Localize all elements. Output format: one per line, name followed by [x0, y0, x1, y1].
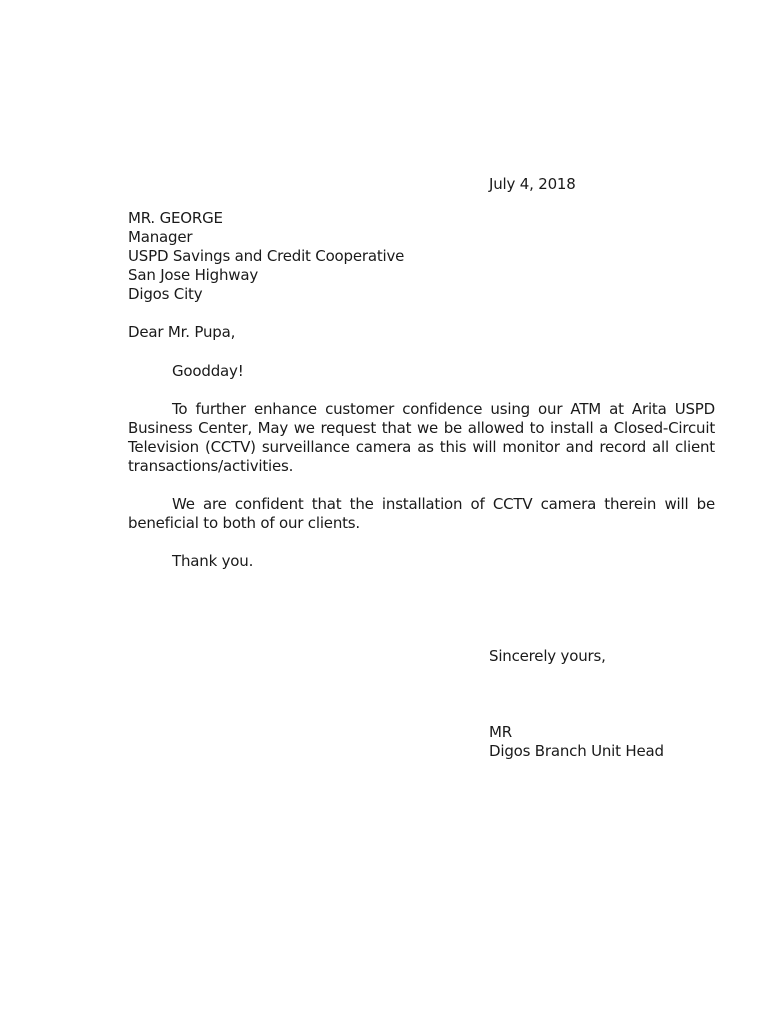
recipient-address-block: [128, 209, 404, 304]
recipient-organization: USPD Savings and Credit Cooperative: [128, 247, 405, 265]
complimentary-closing: Sincerely yours,: [489, 647, 606, 665]
body-paragraph-confidence: We are confident that the installation of CCTV camera therein will be beneficial to both of our clients.: [128, 495, 715, 532]
greeting: Goodday!: [172, 362, 244, 380]
salutation: Dear Mr. Pupa,: [128, 323, 236, 341]
recipient-city: Digos City: [128, 285, 203, 303]
thank-you-line: Thank you.: [172, 552, 254, 570]
recipient-street: San Jose Highway: [128, 266, 259, 284]
signatory-position: Digos Branch Unit Head: [489, 742, 664, 760]
body-paragraph-request: To further enhance customer confidence using our ATM at Arita USPD Business Center, May we request that we be allowed to install a Closed-Circuit Television (CCTV) surveillance camera as this will monitor and record all client transactions/activities.: [128, 400, 715, 475]
signatory-name: MR: [489, 723, 512, 741]
recipient-title: Manager: [128, 228, 193, 246]
recipient-name: MR. GEORGE: [128, 209, 223, 227]
signature-block: [489, 723, 664, 761]
letter-date: July 4, 2018: [489, 175, 576, 193]
